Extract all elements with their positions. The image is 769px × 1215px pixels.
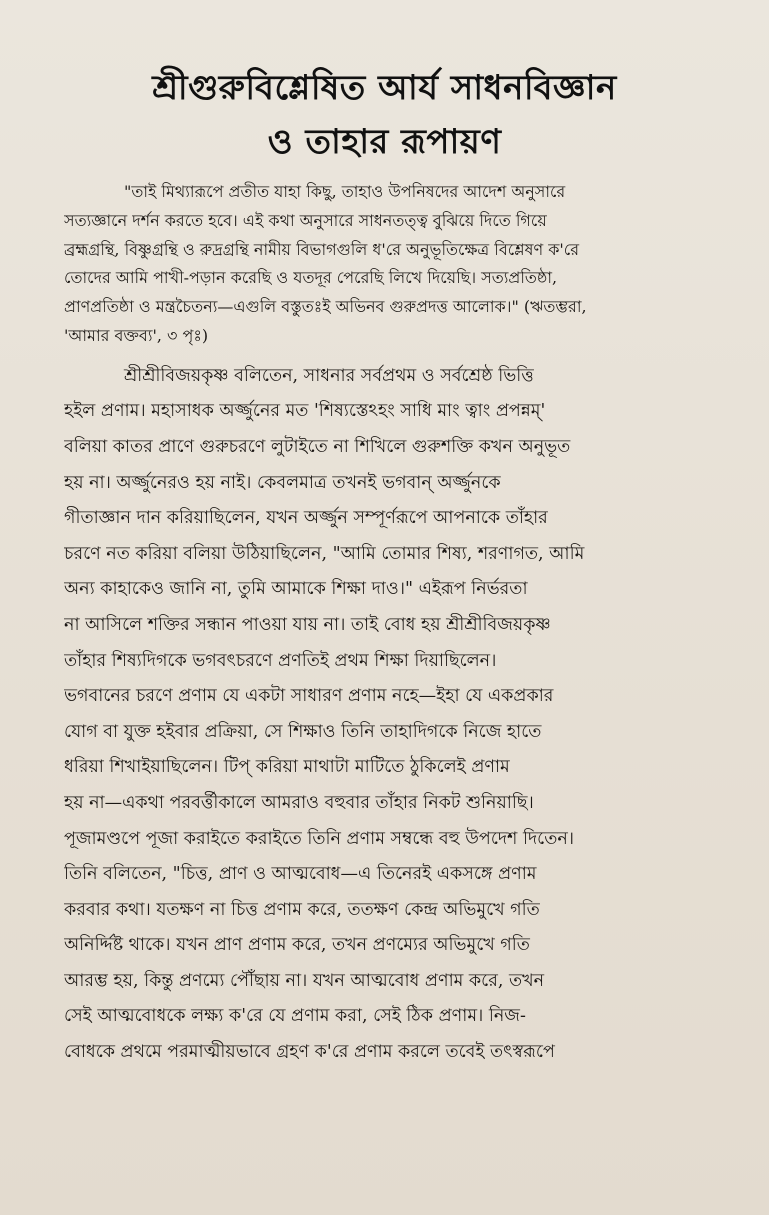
text-line: সত্যজ্ঞানে দর্শন করতে হবে। এই কথা অনুসারে সাধনতত্ত্ব বুঝিয়ে দিতে গিয়ে xyxy=(64,210,547,230)
text-line: না আসিলে শক্তির সন্ধান পাওয়া যায় না। তাই বোধ হয় শ্রীশ্রীবিজয়কৃষ্ণ xyxy=(64,614,551,635)
text-line: 'আমার বক্তব্য', ৩ পৃঃ) xyxy=(64,325,209,345)
chapter-title: শ্রীগুরুবিশ্লেষিত আর্য সাধনবিজ্ঞান xyxy=(152,68,617,108)
text-line: করবার কথা। যতক্ষণ না চিত্ত প্রণাম করে, ততক্ষণ কেন্দ্র অভিমুখে গতি xyxy=(64,899,540,920)
text-line: তিনি বলিতেন, "চিত্ত, প্রাণ ও আত্মবোধ—এ তিনেরই একসঙ্গে প্রণাম xyxy=(64,864,537,885)
text-line: তোদের আমি পাখী-পড়ান করেছি ও যতদূর পেরেছি লিখে দিয়েছি। সত্যপ্রতিষ্ঠা, xyxy=(64,268,558,288)
bleed-through-header xyxy=(0,0,769,60)
text-line: অনির্দ্দিষ্ট থাকে। যখন প্রাণ প্রণাম করে, তখন প্রণম্যের অভিমুখে গতি xyxy=(64,935,530,956)
text-line: হয় না—একথা পরবর্ত্তীকালে আমরাও বহুবার তাঁহার নিকট শুনিয়াছি। xyxy=(64,792,534,813)
text-line: চরণে নত করিয়া বলিয়া উঠিয়াছিলেন, "আমি তোমার শিষ্য, শরণাগত, আমি xyxy=(64,543,585,564)
text-line: ব্রহ্মগ্রন্থি, বিষ্ণুগ্রন্থি ও রুদ্রগ্রন্থি নামীয় বিভাগগুলি ধ'রে অনুভূতিক্ষেত্র বিশ্লেষণ ক'রে xyxy=(64,239,580,259)
page-body xyxy=(64,178,744,1071)
text-line: সেই আত্মবোধকে লক্ষ্য ক'রে যে প্রণাম করা, সেই ঠিক প্রণাম। নিজ- xyxy=(64,1006,526,1027)
text-line: প্রাণপ্রতিষ্ঠা ও মন্ত্রচৈতন্য—এগুলি বস্তুতঃই অভিনব গুরুপ্রদত্ত আলোক।" (ঋতম্ভরা, xyxy=(64,297,587,317)
text-line: অন্য কাহাকেও জানি না, তুমি আমাকে শিক্ষা দাও।" এইরূপ নির্ভরতা xyxy=(64,579,528,600)
text-line: বলিয়া কাতর প্রাণে গুরুচরণে লুটাইতে না শিখিলে গুরুশক্তি কখন অনুভূত xyxy=(64,436,571,457)
text-line: বোধকে প্রথমে পরমাত্মীয়ভাবে গ্রহণ ক'রে প্রণাম করলে তবেই তৎস্বরূপে xyxy=(64,1042,555,1063)
text-line: ভগবানের চরণে প্রণাম যে একটা সাধারণ প্রণাম নহে—ইহা যে একপ্রকার xyxy=(64,686,554,707)
text-line: গীতাজ্ঞান দান করিয়াছিলেন, যখন অর্জ্জুন সম্পূর্ণরূপে আপনাকে তাঁহার xyxy=(64,508,548,529)
text-line: "তাই মিথ্যারূপে প্রতীত যাহা কিছু, তাহাও উপনিষদের আদেশ অনুসারে xyxy=(124,182,566,201)
text-line: ধরিয়া শিখাইয়াছিলেন। টিপ্ করিয়া মাথাটা মাটিতে ঠুকিলেই প্রণাম xyxy=(64,757,510,778)
text-line: হইল প্রণাম। মহাসাধক অর্জ্জুনের মত 'শিষ্যস্তেঽহং সাধি মাং ত্বাং প্রপন্নম্' xyxy=(64,401,546,422)
body-paragraph xyxy=(64,359,744,1071)
text-line: আরম্ভ হয়, কিন্তু প্রণম্যে পৌঁছায় না। যখন আত্মবোধ প্রণাম করে, তখন xyxy=(64,970,545,991)
text-line: হয় না। অর্জ্জুনেরও হয় নাই। কেবলমাত্র তখনই ভগবান্ অর্জ্জুনকে xyxy=(64,472,501,493)
quote-paragraph xyxy=(64,178,744,351)
text-line: যোগ বা যুক্ত হইবার প্রক্রিয়া, সে শিক্ষাও তিনি তাহাদিগকে নিজে হাতে xyxy=(64,721,542,742)
chapter-subtitle: ও তাহার রূপায়ণ xyxy=(267,122,502,162)
text-line: পূজামণ্ডপে পূজা করাইতে করাইতে তিনি প্রণাম সম্বন্ধে বহু উপদেশ দিতেন। xyxy=(64,828,575,849)
text-line: শ্রীশ্রীবিজয়কৃষ্ণ বলিতেন, সাধনার সর্বপ্রথম ও সর্বশ্রেষ্ঠ ভিত্তি xyxy=(124,365,534,386)
text-line: তাঁহার শিষ্যদিগকে ভগবৎচরণে প্রণতিই প্রথম শিক্ষা দিয়াছিলেন। xyxy=(64,650,497,671)
